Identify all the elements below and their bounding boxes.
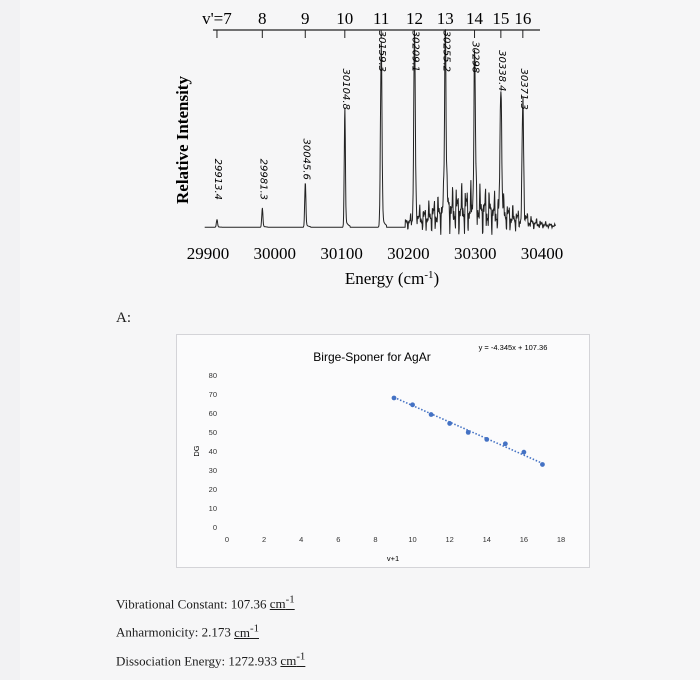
birge-y-tick-label: 60 (208, 409, 217, 418)
birge-y-tick-label: 20 (208, 485, 217, 494)
unit-exponent: -1 (296, 650, 306, 663)
spectrum-x-tick-label: 30100 (320, 244, 363, 263)
spectrum-figure (0, 0, 700, 300)
anharmonicity (116, 616, 305, 644)
birge-x-tick-label: 10 (408, 535, 417, 544)
birge-data-point (503, 441, 508, 446)
vibrational-constant-unit (270, 596, 295, 611)
birge-y-tick-label: 70 (208, 390, 217, 399)
birge-x-tick-label: 12 (445, 535, 454, 544)
birge-data-point (447, 421, 452, 426)
peak-annotation: 30159.3 (376, 30, 388, 72)
vibrational-constant (116, 588, 305, 616)
dissociation-energy (116, 645, 305, 673)
vprime-tick-label: 13 (436, 9, 454, 28)
spectrum-x-tick-label: 29900 (186, 244, 230, 263)
peak-annotation: 29981.3 (257, 158, 269, 200)
birge-y-tick-label: 40 (208, 447, 217, 456)
vprime-tick-label: 15 (492, 9, 510, 28)
vprime-tick-label: 8 (258, 9, 267, 28)
birge-data-point (484, 437, 489, 442)
birge-title: Birge-Sponer for AgAr (313, 350, 431, 364)
vprime-tick-label: 11 (373, 9, 390, 28)
anharmonicity-unit (234, 622, 259, 640)
peak-annotation: 30104.8 (339, 68, 351, 110)
anharmonicity-label: Anharmonicity: 2.173 (116, 624, 231, 640)
spectrum-y-axis-label (173, 76, 192, 204)
vprime-tick-label: 16 (514, 9, 532, 28)
spectrum-x-tick-label: 30300 (453, 244, 497, 263)
peak-annotation: 30338.4 (495, 50, 507, 92)
unit-text: cm (280, 652, 297, 668)
unit-exponent: -1 (249, 622, 259, 635)
birge-x-tick-label: 6 (336, 535, 341, 544)
birge-data-point (410, 402, 415, 407)
spectrum-x-axis (187, 244, 564, 288)
unit-text: cm (269, 596, 286, 612)
results-block (116, 588, 305, 673)
spectrum-x-tick-label: 30200 (387, 244, 430, 263)
dissociation-energy-unit (280, 650, 306, 668)
birge-y-tick-label: 0 (212, 523, 217, 532)
spectrum-ylabel: Relative Intensity (173, 76, 192, 204)
birge-x-tick-label: 4 (299, 535, 304, 544)
birge-x-tick-label: 14 (482, 535, 491, 544)
birge-data-point (429, 412, 434, 417)
birge-sponer-plot-area (176, 334, 590, 568)
dissociation-energy-label: Dissociation Energy: 1272.933 (116, 652, 278, 668)
birge-data-point (540, 462, 545, 467)
birge-data-point (392, 396, 397, 401)
question-label: A: (116, 310, 131, 326)
trendline-equation: y = -4.345x + 107.36 (478, 343, 548, 352)
vprime-tick-label: 10 (336, 9, 354, 28)
vprime-tick-label: 14 (466, 9, 484, 28)
unit-text: cm (234, 624, 250, 640)
peak-annotation: 29913.4 (211, 158, 223, 200)
peak-annotation: 30298 (469, 41, 481, 74)
birge-y-tick-label: 10 (208, 504, 217, 513)
vprime-axis (202, 9, 540, 38)
birge-data-point (466, 430, 471, 435)
unit-exponent: -1 (285, 594, 295, 606)
vibrational-constant-label: Vibrational Constant: 107.36 (116, 596, 267, 612)
birge-x-tick-label: 16 (519, 535, 529, 544)
birge-y-tick-label: 50 (208, 428, 217, 437)
peak-annotation: 30209.1 (409, 30, 421, 72)
birge-x-tick-label: 8 (373, 535, 378, 544)
vprime-tick-label: 9 (301, 9, 310, 28)
spectrum-x-tick-label: 30000 (253, 244, 297, 263)
birge-x-tick-label: 2 (262, 535, 267, 544)
peak-annotations (212, 31, 529, 200)
spectrum-xlabel: Energy $(cm^{-1})$ (344, 269, 440, 288)
birge-sponer-chart (177, 335, 589, 567)
birge-data-point (521, 450, 526, 455)
vprime-tick-label: v'=7 (202, 9, 232, 28)
birge-ylabel: DG (192, 445, 201, 457)
peak-annotation: 30371.3 (517, 68, 529, 110)
birge-y-tick-label: 30 (208, 466, 217, 475)
vprime-tick-label: 12 (405, 9, 423, 28)
peak-annotation: 30255.2 (440, 30, 452, 72)
spectrum-x-tick-label: 30400 (520, 244, 564, 263)
birge-xlabel: v+1 (386, 554, 400, 563)
birge-x-tick-label: 0 (224, 535, 230, 544)
birge-x-tick-label: 18 (556, 535, 566, 544)
peak-annotation: 30045.6 (300, 138, 312, 180)
birge-y-tick-label: 80 (208, 371, 217, 380)
